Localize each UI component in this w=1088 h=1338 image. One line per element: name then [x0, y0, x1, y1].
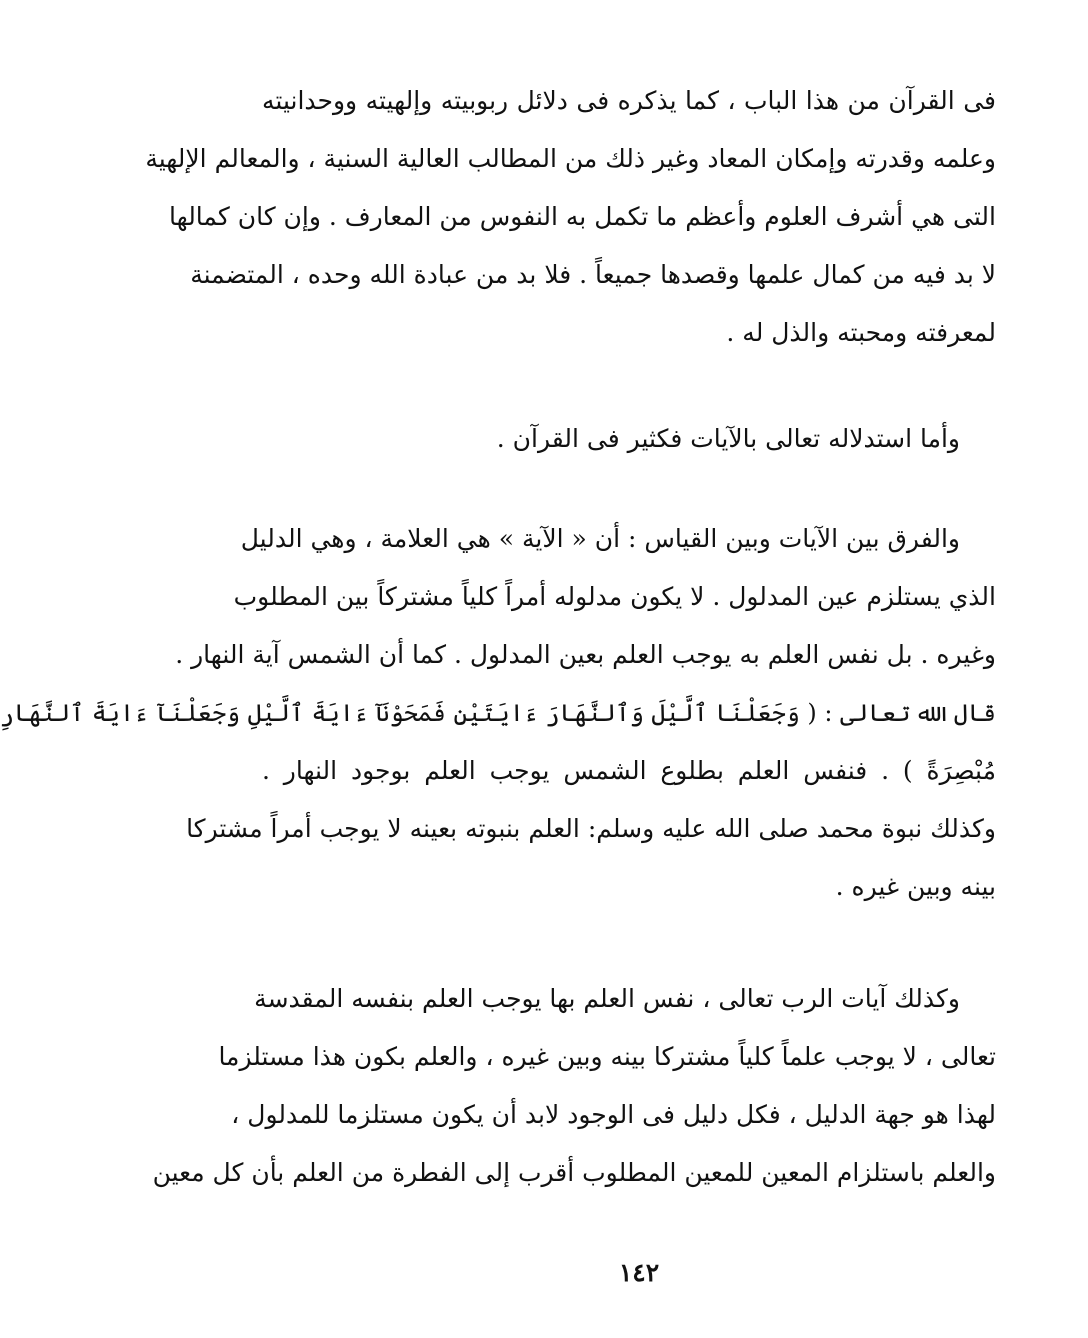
text-line: وعلمه وقدرته وإمكان المعاد وغير ذلك من المطالب العالية السنية ، والمعالم الإلهية — [145, 144, 996, 173]
text-line: بينه وبين غيره . — [835, 872, 996, 901]
text-line: فى القرآن من هذا الباب ، كما يذكره فى دلائل ربوبيته وإلهيته ووحدانيته — [262, 86, 996, 115]
text-line: وكذلك نبوة محمد صلى الله عليه وسلم: العلم بنبوته بعينه لا يوجب أمراً مشتركا — [186, 814, 996, 843]
text-line: تعالى ، لا يوجب علماً كلياً مشتركا بينه وبين غيره ، والعلم بكون هذا مستلزما — [218, 1042, 996, 1071]
paragraph-3 — [0, 510, 996, 916]
text-line: لمعرفته ومحبته والذل له . — [726, 318, 996, 347]
text-line: وأما استدلاله تعالى بالآيات فكثير فى القرآن . — [496, 424, 960, 453]
paragraph-4 — [152, 970, 996, 1202]
text-line: مُبْصِرَةً ) . فنفس العلم بطلوع الشمس يوجب العلم بوجود النهار . — [262, 756, 996, 785]
page-number: ١٤٢ — [618, 1258, 660, 1287]
text-line: وكذلك آيات الرب تعالى ، نفس العلم بها يوجب العلم بنفسه المقدسة — [254, 984, 960, 1013]
text-line: والعلم باستلزام المعين للمعين المطلوب أقرب إلى الفطرة من العلم بأن كل معين — [152, 1158, 996, 1187]
paragraph-2 — [262, 410, 960, 468]
text-line: وغيره . بل نفس العلم به يوجب العلم بعين المدلول . كما أن الشمس آية النهار . — [175, 640, 996, 669]
text-line: والفرق بين الآيات وبين القياس : أن « الآية » هي العلامة ، وهي الدليل — [240, 524, 960, 553]
paragraph-1 — [145, 72, 996, 362]
text-line: لهذا هو جهة الدليل ، فكل دليل فى الوجود لابد أن يكون مستلزما للمدلول ، — [231, 1100, 996, 1129]
text-line: الذي يستلزم عين المدلول . لا يكون مدلوله أمراً كلياً مشتركاً بين المطلوب — [233, 582, 996, 611]
quran-verse-line: قال الله تعالى : ( وَجَعَلْنَا ٱلَّيْلَ وَٱلنَّهَارَ ءَايَتَيْنِ فَمَحَوْنَآ ءَايَةَ ٱلَّيْلِ وَجَعَلْنَآ ءَايَةَ ٱلنَّهَارِ — [0, 699, 996, 727]
text-line: لا بد فيه من كمال علمها وقصدها جميعاً . فلا بد من عبادة الله وحده ، المتضمنة — [190, 260, 996, 289]
text-line: التى هي أشرف العلوم وأعظم ما تكمل به النفوس من المعارف . وإن كان كمالها — [169, 202, 996, 231]
